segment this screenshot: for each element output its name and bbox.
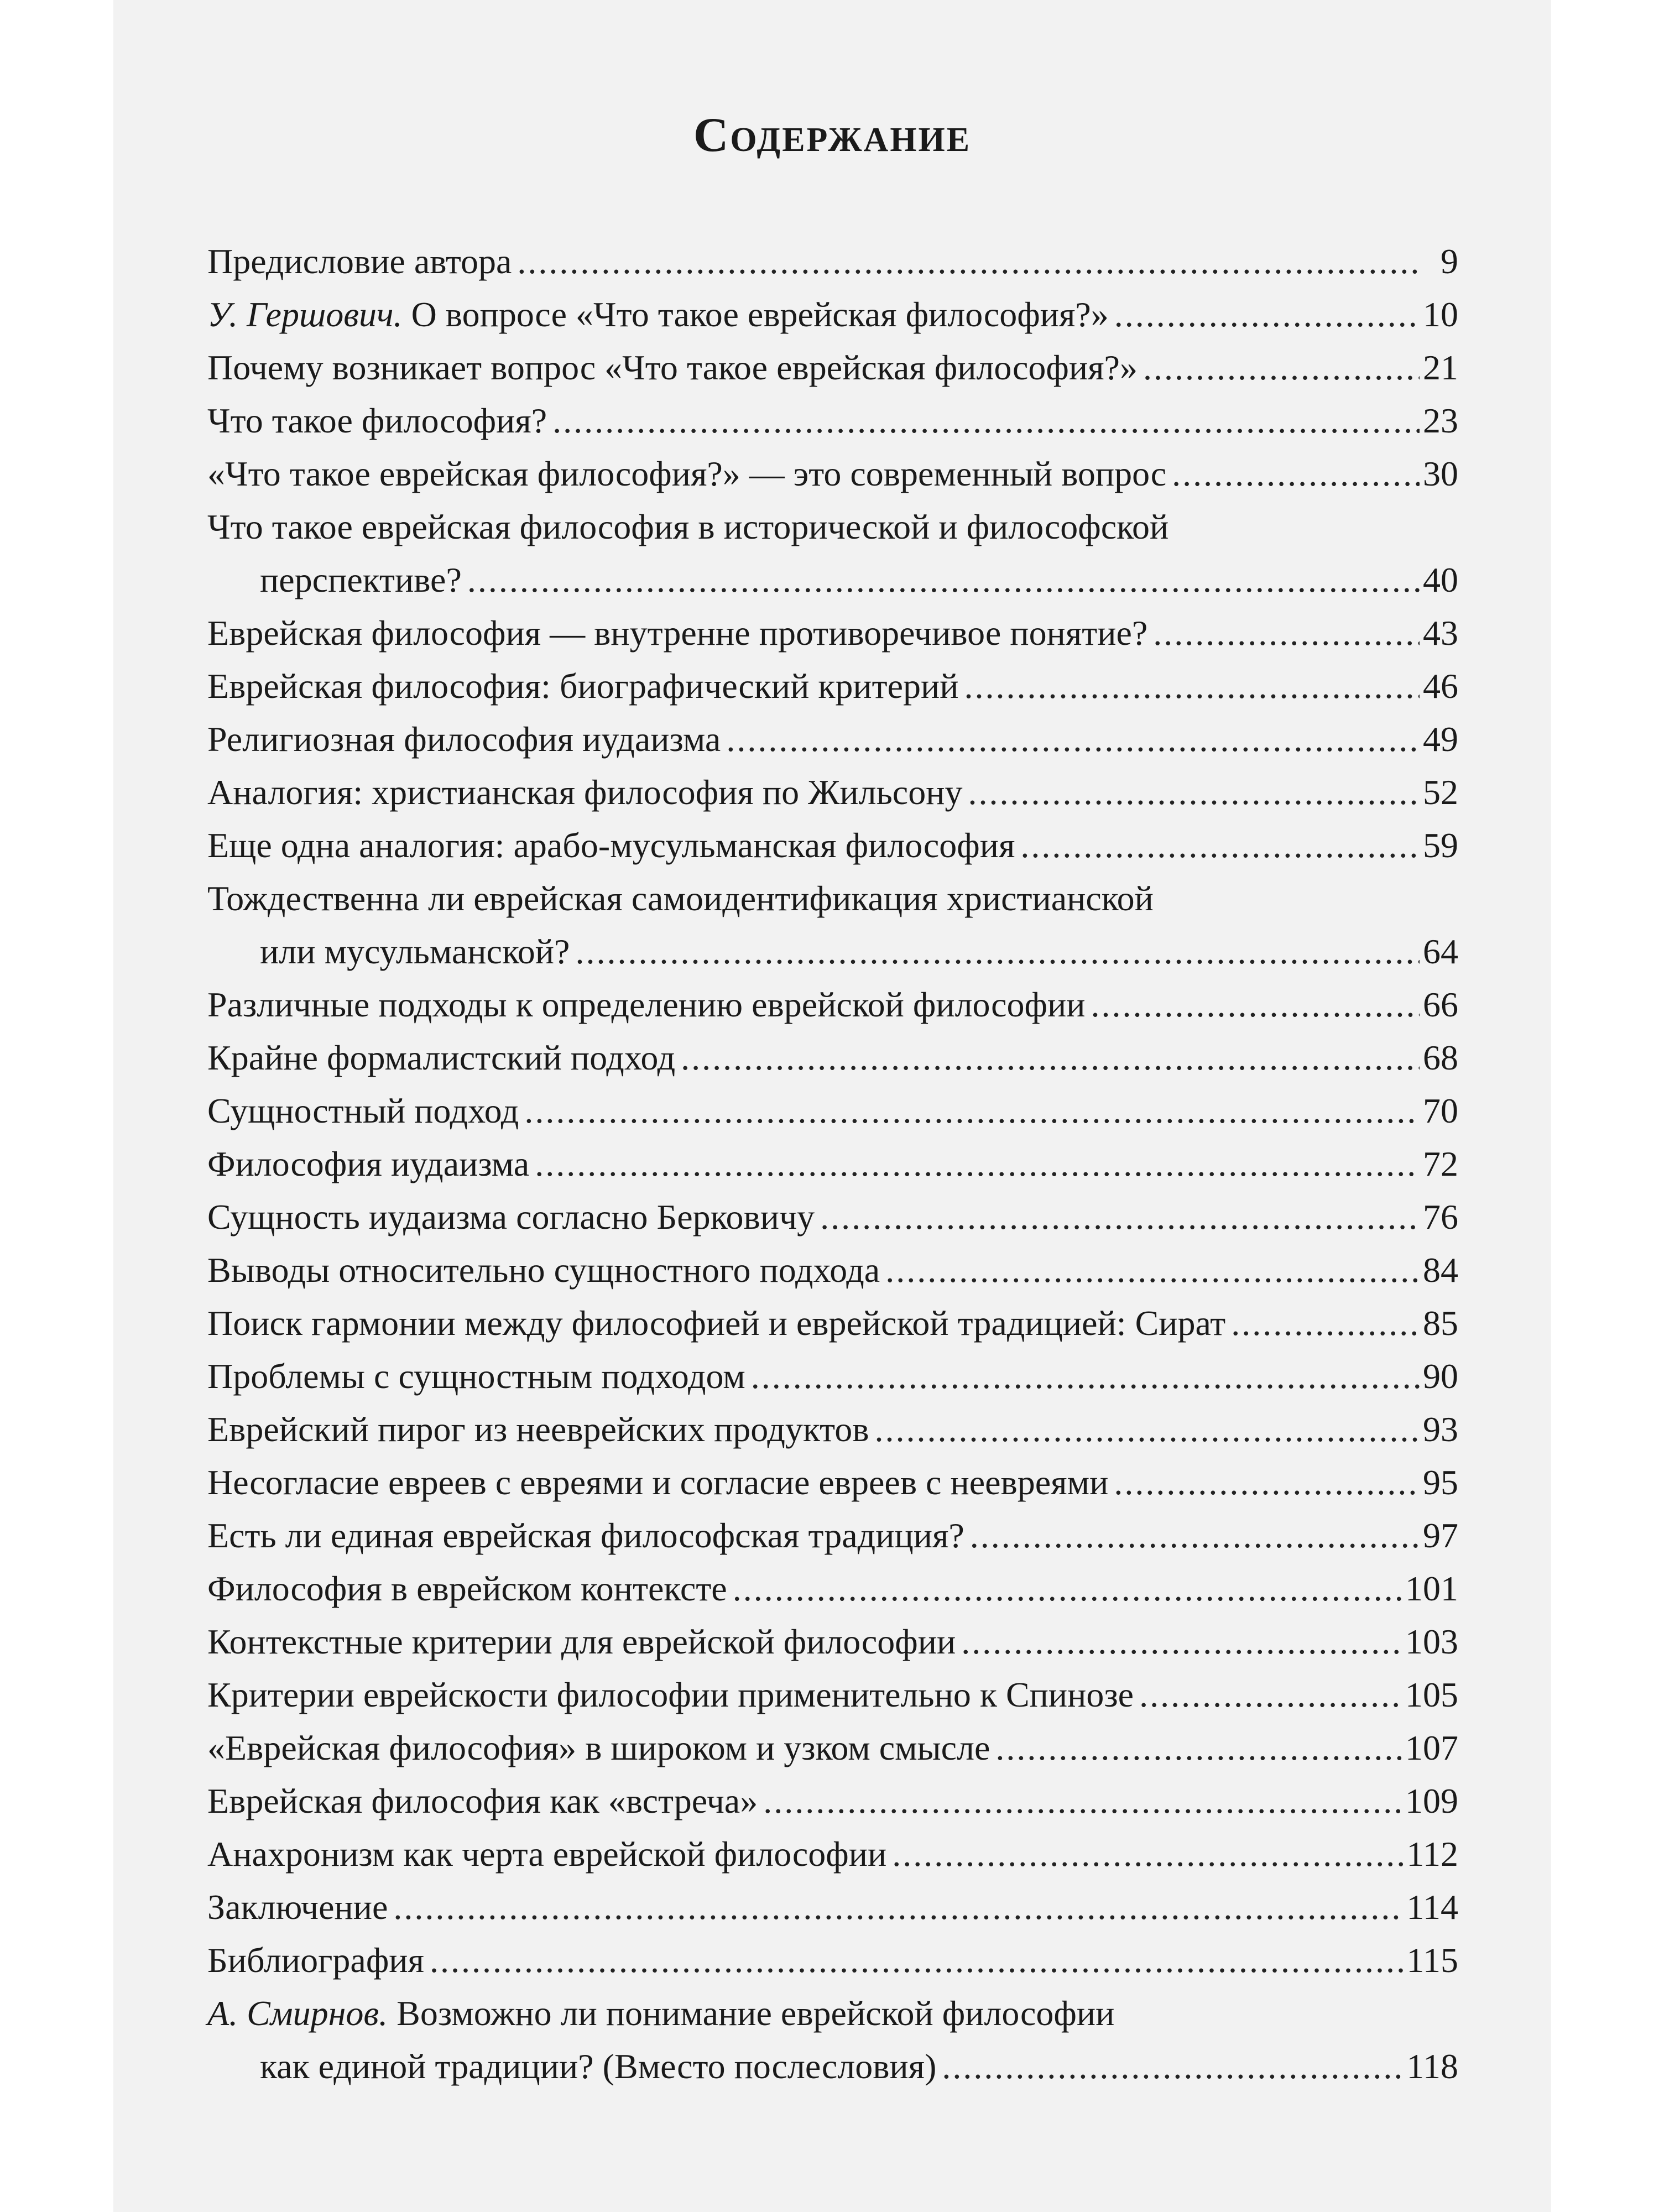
toc-entry-title: Еврейская философия: биографический критерий — [207, 666, 959, 706]
toc-entry-title: Философия иудаизма — [207, 1144, 530, 1183]
toc-entry-page-number: 66 — [1423, 985, 1458, 1024]
toc-entry-line — [207, 1775, 1458, 1828]
toc-entry-line — [207, 978, 1458, 1031]
toc-entry-continuation — [207, 925, 1458, 978]
toc-entry-page-number: 52 — [1423, 773, 1458, 812]
dot-leader — [942, 2040, 1403, 2093]
dot-leader — [430, 1934, 1403, 1987]
toc-entry-title: Проблемы с сущностным подходом — [207, 1357, 745, 1396]
toc-entry — [207, 1828, 1458, 1881]
toc-entry-page-number: 9 — [1441, 242, 1458, 281]
toc-entry-title: Возможно ли понимание еврейской философии — [388, 1994, 1115, 2033]
toc-entry-line — [207, 1244, 1458, 1297]
toc-entry-continuation — [207, 2040, 1458, 2093]
dot-leader — [763, 1775, 1402, 1828]
toc-entry — [207, 447, 1458, 500]
toc-entry — [207, 1509, 1458, 1562]
toc-entry-title: Сущностный подход — [207, 1091, 519, 1130]
toc-entry-title: Анахронизм как черта еврейской философии — [207, 1834, 887, 1874]
toc-entry-line — [207, 660, 1458, 713]
toc-entry — [207, 660, 1458, 713]
dot-leader — [885, 1244, 1420, 1297]
toc-entry — [207, 978, 1458, 1031]
toc-entry-line — [207, 1721, 1458, 1775]
toc-entry — [207, 1934, 1458, 1987]
toc-entry — [207, 288, 1458, 341]
dot-leader — [1231, 1297, 1420, 1350]
toc-entry-page-number: 95 — [1423, 1463, 1458, 1502]
toc-entry-page-number: 103 — [1405, 1622, 1458, 1661]
toc-entry-title: Предисловие автора — [207, 242, 512, 281]
toc-entry-line — [207, 1138, 1458, 1191]
toc-entry-title: Несогласие евреев с евреями и согласие евреев с неевреями — [207, 1463, 1109, 1502]
toc-entry — [207, 1668, 1458, 1721]
toc-entry-page-number: 70 — [1423, 1091, 1458, 1130]
table-of-contents — [207, 235, 1458, 2093]
toc-entry — [207, 1350, 1458, 1403]
toc-entry-page-number: 21 — [1423, 348, 1458, 387]
dot-leader — [970, 1509, 1420, 1562]
toc-entry — [207, 1721, 1458, 1775]
dot-leader — [681, 1031, 1420, 1084]
toc-entry-title: Различные подходы к определению еврейской философии — [207, 985, 1086, 1024]
toc-entry-line — [207, 1562, 1458, 1615]
toc-entry — [207, 1987, 1458, 2093]
toc-entry-title: Тождественна ли еврейская самоидентификация христианской — [207, 879, 1154, 918]
toc-entry-page-number: 43 — [1423, 613, 1458, 653]
toc-entry-author: У. Гершович. — [207, 295, 403, 334]
toc-entry-title: Заключение — [207, 1887, 388, 1927]
toc-entry — [207, 1244, 1458, 1297]
toc-entry-line — [207, 394, 1458, 447]
toc-entry-page-number: 107 — [1405, 1728, 1458, 1767]
toc-entry — [207, 1775, 1458, 1828]
toc-entry-title: или мусульманской? — [260, 932, 570, 971]
toc-entry-page-number: 93 — [1423, 1410, 1458, 1449]
toc-entry — [207, 1191, 1458, 1244]
dot-leader — [1020, 819, 1420, 872]
dot-leader — [1114, 1456, 1420, 1509]
toc-entry-page-number: 114 — [1406, 1887, 1458, 1927]
toc-entry-title: Контекстные критерии для еврейской философии — [207, 1622, 956, 1661]
toc-entry-title: Есть ли единая еврейская философская традиция? — [207, 1516, 964, 1555]
toc-entry-title: О вопросе «Что такое еврейская философия?» — [402, 295, 1109, 334]
toc-entry-title: «Что такое еврейская философия?» — это современный вопрос — [207, 454, 1167, 493]
toc-entry-line — [207, 713, 1458, 766]
toc-entry — [207, 1562, 1458, 1615]
toc-entry-line — [207, 235, 1458, 288]
dot-leader — [1143, 341, 1420, 394]
page-title: Содержание — [693, 108, 972, 162]
toc-entry-line — [207, 1881, 1458, 1934]
toc-entry-title: Что такое философия? — [207, 401, 547, 440]
toc-entry-title: Еврейский пирог из нееврейских продуктов — [207, 1410, 869, 1449]
toc-entry — [207, 394, 1458, 447]
toc-entry-page-number: 97 — [1423, 1516, 1458, 1555]
toc-entry-line — [207, 1350, 1458, 1403]
dot-leader — [575, 925, 1420, 978]
toc-entry-line — [207, 607, 1458, 660]
toc-entry-title: Крайне формалистский подход — [207, 1038, 676, 1077]
toc-entry-page-number: 109 — [1405, 1781, 1458, 1820]
toc-entry-title: Что такое еврейская философия в исторической и философской — [207, 507, 1169, 546]
dot-leader — [524, 1084, 1420, 1138]
toc-entry-page-number: 72 — [1423, 1144, 1458, 1183]
toc-entry-title: Почему возникает вопрос «Что такое еврейская философия?» — [207, 348, 1138, 387]
toc-entry — [207, 341, 1458, 394]
toc-entry — [207, 607, 1458, 660]
toc-entry-page-number: 84 — [1423, 1250, 1458, 1290]
toc-entry-line — [207, 1191, 1458, 1244]
dot-leader — [517, 235, 1422, 288]
toc-entry-title: как единой традиции? (Вместо послесловия) — [260, 2047, 937, 2086]
dot-leader — [552, 394, 1420, 447]
toc-entry-line — [207, 1031, 1458, 1084]
toc-entry-page-number: 23 — [1423, 401, 1458, 440]
toc-entry-page-number: 112 — [1406, 1834, 1458, 1874]
toc-entry-page-number: 10 — [1423, 295, 1458, 334]
dot-leader — [968, 766, 1420, 819]
toc-entry-line — [207, 1403, 1458, 1456]
dot-leader — [1139, 1668, 1402, 1721]
dot-leader — [467, 554, 1420, 607]
toc-entry — [207, 819, 1458, 872]
toc-entry — [207, 1615, 1458, 1668]
toc-entry — [207, 1881, 1458, 1934]
toc-entry-line — [207, 1668, 1458, 1721]
book-page — [113, 0, 1551, 2212]
dot-leader — [733, 1562, 1402, 1615]
toc-entry-line — [207, 872, 1458, 925]
dot-leader — [751, 1350, 1420, 1403]
toc-entry-title: «Еврейская философия» в широком и узком смысле — [207, 1728, 990, 1767]
toc-entry-title: Еврейская философия как «встреча» — [207, 1781, 758, 1820]
toc-entry-line — [207, 766, 1458, 819]
dot-leader — [726, 713, 1420, 766]
toc-entry-line — [207, 1297, 1458, 1350]
dot-leader — [995, 1721, 1402, 1775]
toc-entry-line — [207, 819, 1458, 872]
toc-entry-line — [207, 1828, 1458, 1881]
toc-entry-page-number: 59 — [1423, 826, 1458, 865]
toc-entry-continuation — [207, 554, 1458, 607]
toc-entry-page-number: 49 — [1423, 719, 1458, 759]
dot-leader — [875, 1403, 1420, 1456]
toc-entry — [207, 713, 1458, 766]
toc-entry-title: Философия в еврейском контексте — [207, 1569, 727, 1608]
dot-leader — [1091, 978, 1420, 1031]
toc-entry-author: А. Смирнов. — [207, 1994, 388, 2033]
dot-leader — [964, 660, 1420, 713]
toc-entry-page-number: 46 — [1423, 666, 1458, 706]
toc-entry-title: Еврейская философия — внутренне противоречивое понятие? — [207, 613, 1148, 653]
toc-entry-page-number: 40 — [1423, 560, 1458, 599]
toc-entry-page-number: 118 — [1406, 2047, 1458, 2086]
toc-entry — [207, 235, 1458, 288]
toc-entry-title: Выводы относительно сущностного подхода — [207, 1250, 880, 1290]
toc-entry-page-number: 68 — [1423, 1038, 1458, 1077]
toc-entry-title: Сущность иудаизма согласно Берковичу — [207, 1197, 815, 1237]
toc-entry-line — [207, 1987, 1458, 2040]
toc-entry-line — [207, 447, 1458, 500]
toc-entry — [207, 500, 1458, 607]
toc-entry-page-number: 30 — [1423, 454, 1458, 493]
toc-entry-line — [207, 288, 1458, 341]
toc-entry-page-number: 101 — [1405, 1569, 1458, 1608]
toc-entry — [207, 872, 1458, 978]
dot-leader — [535, 1138, 1420, 1191]
toc-entry-line — [207, 1615, 1458, 1668]
toc-entry — [207, 766, 1458, 819]
toc-entry — [207, 1031, 1458, 1084]
toc-entry-title: Поиск гармонии между философией и еврейской традицией: Сират — [207, 1303, 1226, 1343]
toc-entry-title: Критерии еврейскости философии применительно к Спинозе — [207, 1675, 1134, 1714]
toc-entry-title: Еще одна аналогия: арабо-мусульманская философия — [207, 826, 1015, 865]
toc-entry-page-number: 105 — [1405, 1675, 1458, 1714]
dot-leader — [1172, 447, 1420, 500]
toc-entry-title: перспективе? — [260, 560, 462, 599]
toc-entry-page-number: 90 — [1423, 1357, 1458, 1396]
toc-entry-page-number: 85 — [1423, 1303, 1458, 1343]
dot-leader — [961, 1615, 1402, 1668]
toc-entry-line — [207, 341, 1458, 394]
toc-entry-page-number: 115 — [1406, 1940, 1458, 1980]
toc-entry-line — [207, 1084, 1458, 1138]
toc-entry-line — [207, 1934, 1458, 1987]
dot-leader — [1114, 288, 1420, 341]
toc-entry-title: Библиография — [207, 1940, 424, 1980]
toc-entry — [207, 1297, 1458, 1350]
toc-entry — [207, 1456, 1458, 1509]
toc-entry — [207, 1403, 1458, 1456]
dot-leader — [393, 1881, 1403, 1934]
toc-entry-page-number: 64 — [1423, 932, 1458, 971]
dot-leader — [1153, 607, 1420, 660]
toc-entry — [207, 1138, 1458, 1191]
toc-entry-title: Аналогия: христианская философия по Жильсону — [207, 773, 963, 812]
dot-leader — [892, 1828, 1403, 1881]
toc-entry-line — [207, 1509, 1458, 1562]
toc-entry-line — [207, 1456, 1458, 1509]
toc-entry-title: Религиозная философия иудаизма — [207, 719, 721, 759]
toc-entry — [207, 1084, 1458, 1138]
toc-entry-page-number: 76 — [1423, 1197, 1458, 1237]
dot-leader — [820, 1191, 1420, 1244]
toc-entry-line — [207, 500, 1458, 554]
